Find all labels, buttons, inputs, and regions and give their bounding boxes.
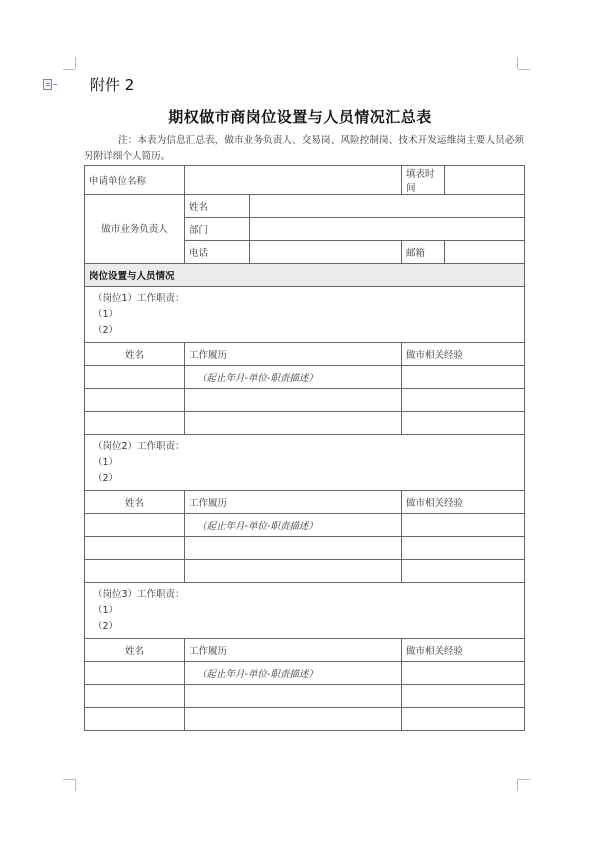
col-name-header: 姓名 bbox=[85, 491, 185, 514]
col-mm-experience-header: 做市相关经验 bbox=[402, 343, 525, 366]
crop-mark bbox=[518, 779, 530, 780]
crop-mark bbox=[75, 779, 76, 791]
fill-time-label: 填表时间 bbox=[402, 166, 445, 195]
mm-experience-cell[interactable] bbox=[402, 366, 525, 389]
mm-experience-cell[interactable] bbox=[402, 685, 525, 708]
crop-mark bbox=[63, 69, 75, 70]
dept-field[interactable] bbox=[250, 218, 525, 241]
col-experience-header: 工作履历 bbox=[185, 491, 402, 514]
duty-item: （1） bbox=[93, 309, 119, 320]
attachment-label: 附件 2 bbox=[90, 76, 135, 94]
note-paragraph: 注：本表为信息汇总表，做市业务负责人、交易岗、风险控制岗、技术开发运维岗主要人员必须另附详细个人简历。 bbox=[84, 135, 524, 162]
section-title: 岗位设置与人员情况 bbox=[85, 264, 525, 287]
mm-experience-cell[interactable] bbox=[402, 537, 525, 560]
experience-hint[interactable]: （起止年月-单位-职责描述） bbox=[185, 662, 402, 685]
position-duty[interactable] bbox=[85, 435, 525, 491]
experience-cell[interactable] bbox=[185, 537, 402, 560]
name-cell[interactable] bbox=[85, 412, 185, 435]
dept-label: 部门 bbox=[185, 218, 250, 241]
applicant-label: 申请单位名称 bbox=[85, 166, 185, 195]
crop-mark bbox=[75, 57, 76, 69]
experience-cell[interactable] bbox=[185, 560, 402, 583]
duty-item: （2） bbox=[93, 621, 119, 632]
duty-heading: （岗位2）工作职责： bbox=[93, 441, 185, 452]
email-field[interactable] bbox=[445, 241, 525, 264]
head-label: 做市业务负责人 bbox=[85, 195, 185, 264]
name-label: 姓名 bbox=[185, 195, 250, 218]
fill-time-field[interactable] bbox=[445, 166, 525, 195]
experience-cell[interactable] bbox=[185, 708, 402, 731]
experience-cell[interactable] bbox=[185, 685, 402, 708]
duty-heading: （岗位3）工作职责： bbox=[93, 589, 185, 600]
mm-experience-cell[interactable] bbox=[402, 389, 525, 412]
applicant-field[interactable] bbox=[185, 166, 402, 195]
experience-cell[interactable] bbox=[185, 412, 402, 435]
dash-icon bbox=[53, 84, 57, 85]
name-cell[interactable] bbox=[85, 537, 185, 560]
duty-item: （1） bbox=[93, 605, 119, 616]
col-name-header: 姓名 bbox=[85, 343, 185, 366]
position-duty[interactable] bbox=[85, 583, 525, 639]
crop-mark bbox=[517, 57, 518, 69]
name-cell[interactable] bbox=[85, 662, 185, 685]
col-experience-header: 工作履历 bbox=[185, 343, 402, 366]
crop-mark bbox=[63, 779, 75, 780]
name-cell[interactable] bbox=[85, 514, 185, 537]
mm-experience-cell[interactable] bbox=[402, 560, 525, 583]
phone-label: 电话 bbox=[185, 241, 250, 264]
duty-item: （1） bbox=[93, 457, 119, 468]
email-label: 邮箱 bbox=[402, 241, 445, 264]
experience-hint[interactable]: （起止年月-单位-职责描述） bbox=[185, 366, 402, 389]
duty-item: （2） bbox=[93, 325, 119, 336]
mm-experience-cell[interactable] bbox=[402, 662, 525, 685]
crop-mark bbox=[518, 69, 530, 70]
col-mm-experience-header: 做市相关经验 bbox=[402, 491, 525, 514]
col-name-header: 姓名 bbox=[85, 639, 185, 662]
experience-cell[interactable] bbox=[185, 389, 402, 412]
document-icon bbox=[43, 79, 52, 90]
name-cell[interactable] bbox=[85, 685, 185, 708]
position-duty[interactable] bbox=[85, 287, 525, 343]
duty-heading: （岗位1）工作职责： bbox=[93, 293, 185, 304]
mm-experience-cell[interactable] bbox=[402, 412, 525, 435]
experience-hint[interactable]: （起止年月-单位-职责描述） bbox=[185, 514, 402, 537]
name-cell[interactable] bbox=[85, 366, 185, 389]
crop-mark bbox=[517, 779, 518, 791]
duty-item: （2） bbox=[93, 473, 119, 484]
mm-experience-cell[interactable] bbox=[402, 514, 525, 537]
name-cell[interactable] bbox=[85, 389, 185, 412]
name-cell[interactable] bbox=[85, 708, 185, 731]
col-mm-experience-header: 做市相关经验 bbox=[402, 639, 525, 662]
name-field[interactable] bbox=[250, 195, 525, 218]
page-title: 期权做市商岗位设置与人员情况汇总表 bbox=[168, 108, 432, 126]
col-experience-header: 工作履历 bbox=[185, 639, 402, 662]
name-cell[interactable] bbox=[85, 560, 185, 583]
mm-experience-cell[interactable] bbox=[402, 708, 525, 731]
phone-field[interactable] bbox=[250, 241, 402, 264]
summary-table bbox=[84, 165, 524, 731]
